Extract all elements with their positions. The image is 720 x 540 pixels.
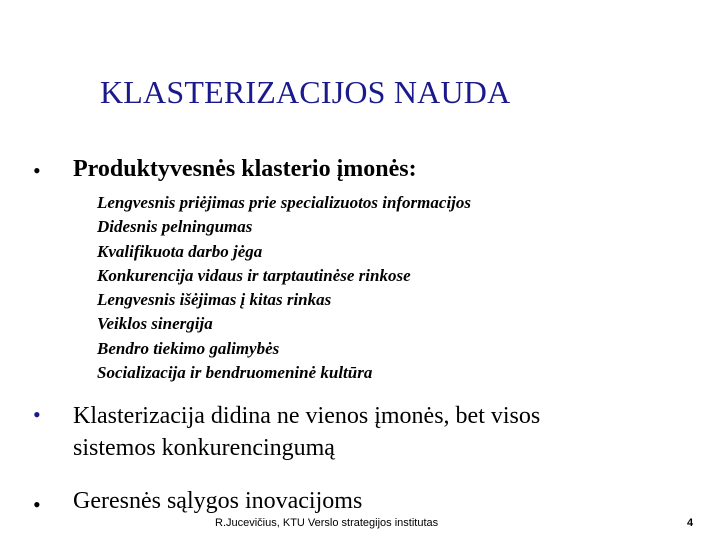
bullet-text-line: sistemos konkurencingumą bbox=[73, 435, 335, 461]
bullet-text bbox=[73, 400, 540, 464]
footer-text: R.Jucevičius, KTU Verslo strategijos institutas bbox=[215, 517, 439, 529]
sub-list-item: Socializacija ir bendruomeninė kultūra bbox=[97, 363, 373, 383]
bullet-dot-icon: • bbox=[33, 402, 41, 427]
sub-list bbox=[97, 191, 471, 385]
bullet-text-line: Klasterizacija didina ne vienos įmonės, bet visos bbox=[73, 403, 541, 429]
sub-list-item: Didesnis pelningumas bbox=[97, 217, 253, 237]
bullet-dot-icon: • bbox=[33, 492, 41, 517]
bullet-dot-icon: • bbox=[33, 158, 41, 183]
bullet-text: Produktyvesnės klasterio įmonės: bbox=[73, 156, 417, 182]
slide-title: KLASTERIZACIJOS NAUDA bbox=[100, 74, 511, 110]
page-number: 4 bbox=[687, 517, 694, 529]
sub-list-item: Bendro tiekimo galimybės bbox=[97, 338, 280, 358]
sub-list-item: Konkurencija vidaus ir tarptautinėse rinkose bbox=[97, 265, 411, 285]
bullet-text: Geresnės sąlygos inovacijoms bbox=[73, 488, 363, 514]
sub-list-item: Veiklos sinergija bbox=[97, 314, 213, 334]
sub-list-item: Kvalifikuota darbo jėga bbox=[97, 241, 263, 261]
sub-list-item: Lengvesnis išėjimas į kitas rinkas bbox=[97, 290, 332, 310]
sub-list-item: Lengvesnis priėjimas prie specializuotos informacijos bbox=[97, 193, 472, 212]
